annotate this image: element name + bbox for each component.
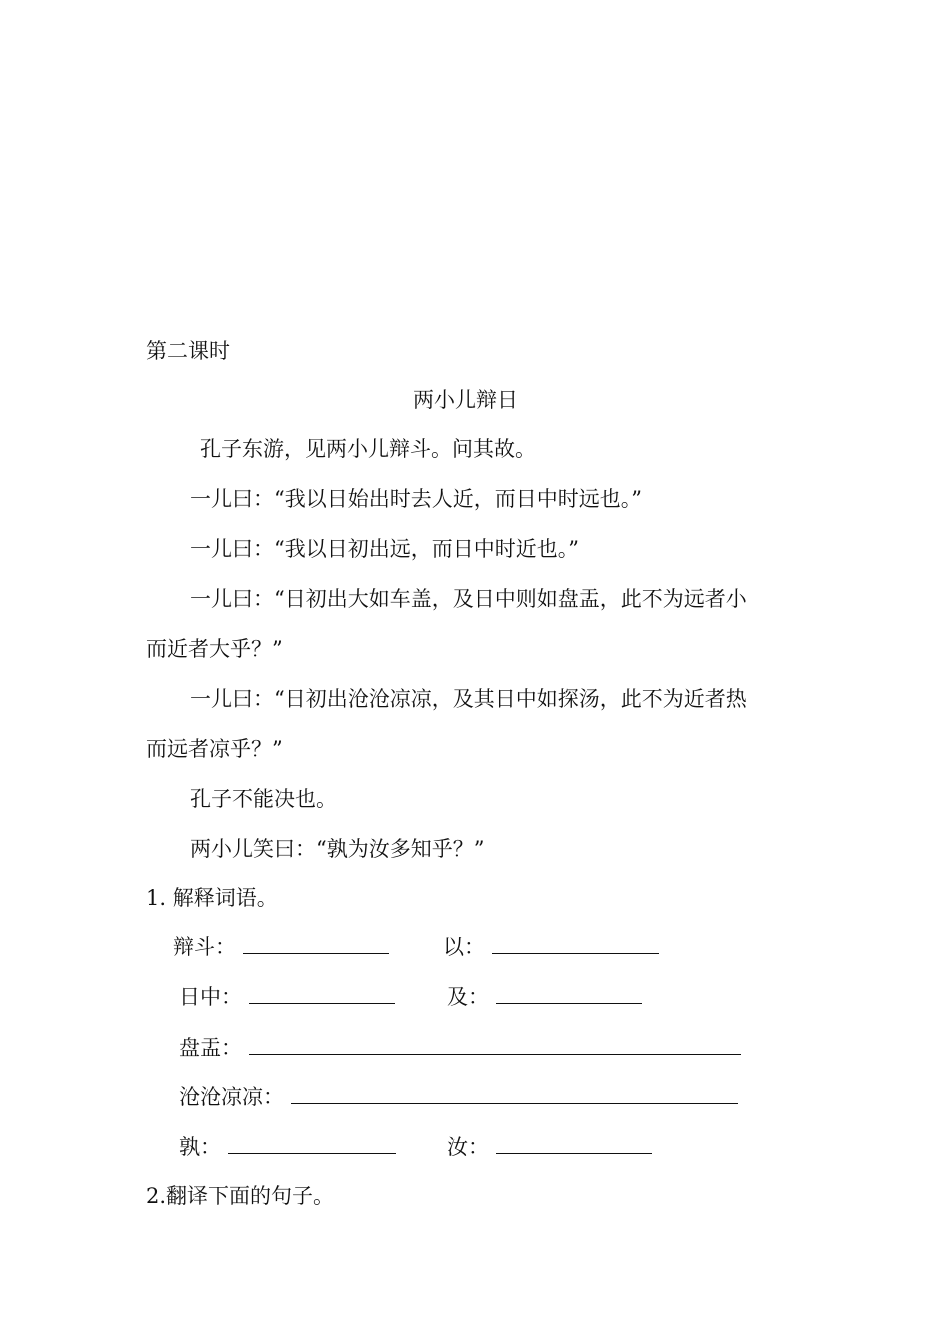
passage-line: 两小儿笑曰：“孰为汝多知乎？” bbox=[190, 837, 485, 861]
term-row bbox=[447, 1133, 652, 1161]
term-row bbox=[179, 1083, 738, 1111]
passage-line: 一儿曰：“日初出沧沧凉凉，及其日中如探汤，此不为近者热 bbox=[190, 687, 747, 711]
term-label: 汝： bbox=[447, 1135, 489, 1159]
answer-blank[interactable] bbox=[249, 1036, 741, 1055]
passage-line: 而远者凉乎？” bbox=[146, 737, 283, 761]
passage-title: 两小儿辩日 bbox=[413, 388, 518, 412]
answer-blank[interactable] bbox=[496, 985, 642, 1004]
term-label: 日中： bbox=[179, 985, 242, 1009]
answer-blank[interactable] bbox=[228, 1135, 396, 1154]
question-2-prompt: 2.翻译下面的句子。 bbox=[146, 1184, 335, 1208]
answer-blank[interactable] bbox=[243, 935, 389, 954]
answer-blank[interactable] bbox=[496, 1135, 652, 1154]
term-label: 辩斗： bbox=[173, 935, 236, 959]
term-label: 以： bbox=[443, 935, 485, 959]
term-row bbox=[179, 1034, 741, 1062]
passage-line: 而近者大乎？” bbox=[146, 637, 283, 661]
term-label: 沧沧凉凉： bbox=[179, 1085, 284, 1109]
term-label: 盘盂： bbox=[179, 1036, 242, 1060]
passage-line: 孔子东游，见两小儿辩斗。问其故。 bbox=[200, 437, 536, 461]
term-row bbox=[179, 1133, 396, 1161]
passage-line: 一儿曰：“我以日始出时去人近，而日中时远也。” bbox=[190, 487, 642, 511]
answer-blank[interactable] bbox=[249, 985, 395, 1004]
lesson-label: 第二课时 bbox=[146, 339, 230, 363]
term-row bbox=[443, 933, 659, 961]
term-label: 孰： bbox=[179, 1135, 221, 1159]
passage-line: 一儿曰：“我以日初出远，而日中时近也。” bbox=[190, 537, 579, 561]
passage-line: 孔子不能决也。 bbox=[190, 787, 337, 811]
term-row bbox=[179, 983, 395, 1011]
term-row bbox=[173, 933, 389, 961]
question-1-prompt: 1. 解释词语。 bbox=[146, 886, 278, 910]
answer-blank[interactable] bbox=[492, 935, 659, 954]
term-row bbox=[447, 983, 642, 1011]
term-label: 及： bbox=[447, 985, 489, 1009]
answer-blank[interactable] bbox=[291, 1085, 738, 1104]
passage-line: 一儿曰：“日初出大如车盖，及日中则如盘盂，此不为远者小 bbox=[190, 587, 747, 611]
